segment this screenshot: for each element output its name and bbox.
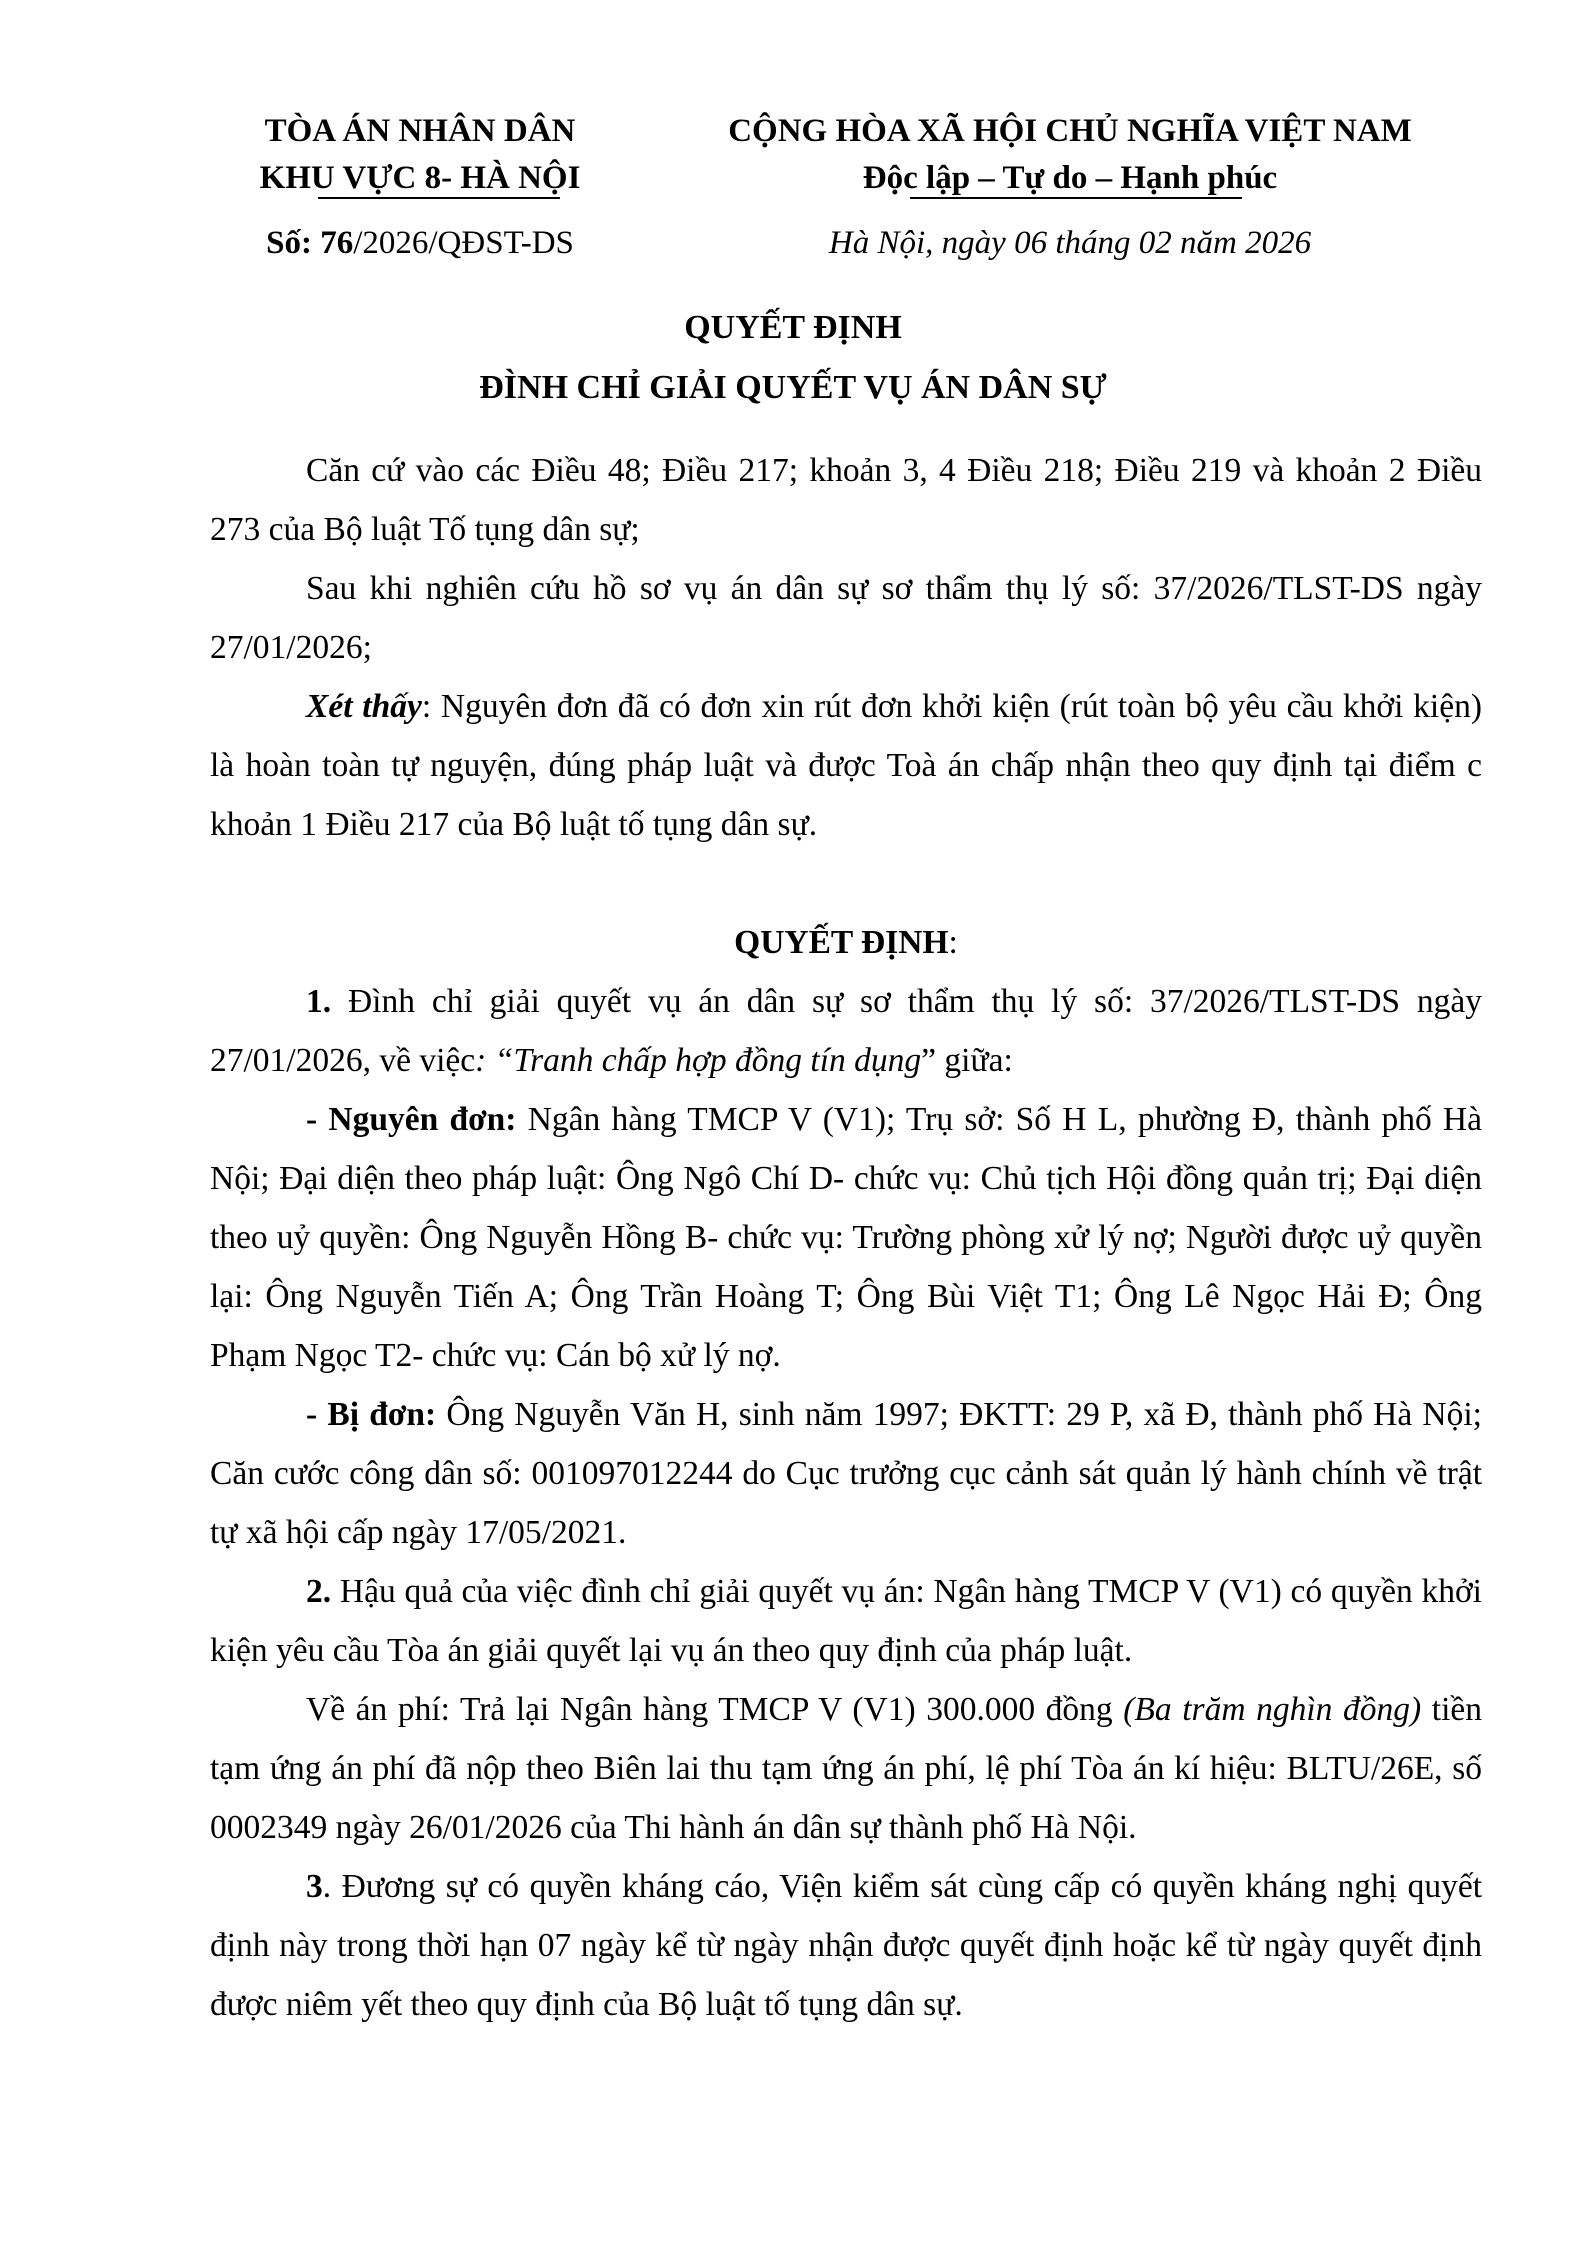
motto-underline — [910, 197, 1242, 199]
decision-heading: QUYẾT ĐỊNH: — [734, 924, 958, 961]
nation-name: CỘNG HÒA XÃ HỘI CHỦ NGHĨA VIỆT NAM — [728, 113, 1412, 149]
court-name-block — [180, 108, 660, 202]
decision-item-1: 1. Đình chỉ giải quyết vụ án dân sự sơ thẩm thụ lý số: 37/2026/TLST-DS ngày 27/01/2026, về việc: “Tranh chấp hợp đồng tín dụng” giữa: — [210, 983, 1482, 1079]
court-fee-paragraph: Về án phí: Trả lại Ngân hàng TMCP V (V1) 300.000 đồng (Ba trăm nghìn đồng) tiền tạm ứng án phí đã nộp theo Biên lai thu tạm ứng án phí, lệ phí Tòa án kí hiệu: BLTU/26E, số 0002349 ngày 26/01/2026 của Thi hành án dân sự thành phố Hà Nội. — [210, 1691, 1482, 1846]
defendant-paragraph: - Bị đơn: Ông Nguyễn Văn H, sinh năm 1997; ĐKTT: 29 P, xã Đ, thành phố Hà Nội; Căn cước công dân số: 001097012244 do Cục trưởng cục cảnh sát quản lý hành chính về trật tự xã hội cấp ngày 17/05/2021. — [210, 1396, 1482, 1551]
court-region: KHU VỰC 8- HÀ NỘI — [259, 160, 581, 196]
plaintiff-paragraph: - Nguyên đơn: Ngân hàng TMCP V (V1); Trụ sở: Số H L, phường Đ, thành phố Hà Nội; Đại diện theo pháp luật: Ông Ngô Chí D- chức vụ: Chủ tịch Hội đồng quản trị; Đại diện theo uỷ quyền: Ông Nguyễn Hồng B- chức vụ: Trường phòng xử lý nợ; Người được uỷ quyền lại: Ông Nguyễn Tiến A; Ông Trần Hoàng T; Ông Bùi Việt T1; Ông Lê Ngọc Hải Đ; Ông Phạm Ngọc T2- chức vụ: Cán bộ xử lý nợ. — [210, 1101, 1482, 1374]
decision-item-3: 3. Đương sự có quyền kháng cáo, Viện kiểm sát cùng cấp có quyền kháng nghị quyết định này trong thời hạn 07 ngày kể từ ngày nhận được quyết định hoặc kể từ ngày quyết định được niêm yết theo quy định của Bộ luật tố tụng dân sự. — [210, 1868, 1482, 2023]
court-name: TÒA ÁN NHÂN DÂN — [264, 113, 576, 149]
court-underline — [318, 197, 560, 199]
nation-motto: Độc lập – Tự do – Hạnh phúc — [862, 160, 1278, 196]
document-subtitle: ĐÌNH CHỈ GIẢI QUYẾT VỤ ÁN DÂN SỰ — [479, 369, 1107, 406]
place-date: Hà Nội, ngày 06 tháng 02 năm 2026 — [828, 225, 1312, 261]
grounds-paragraph-3: Xét thấy: Nguyên đơn đã có đơn xin rút đơn khởi kiện (rút toàn bộ yêu cầu khởi kiện) là hoàn toàn tự nguyện, đúng pháp luật và được Toà án chấp nhận theo quy định tại điểm c khoản 1 Điều 217 của Bộ luật tố tụng dân sự. — [210, 688, 1482, 843]
document-title: QUYẾT ĐỊNH — [684, 309, 902, 346]
national-motto-block — [640, 108, 1500, 202]
decision-item-2: 2. Hậu quả của việc đình chỉ giải quyết vụ án: Ngân hàng TMCP V (V1) có quyền khởi kiện yêu cầu Tòa án giải quyết lại vụ án theo quy định của pháp luật. — [210, 1573, 1482, 1669]
grounds-paragraph-1: Căn cứ vào các Điều 48; Điều 217; khoản 3, 4 Điều 218; Điều 219 và khoản 2 Điều 273 của Bộ luật Tố tụng dân sự; — [210, 452, 1482, 548]
grounds-paragraph-2: Sau khi nghiên cứu hồ sơ vụ án dân sự sơ thẩm thụ lý số: 37/2026/TLST-DS ngày 27/01/2026; — [210, 570, 1482, 666]
decision-number: Số: 76/2026/QĐST-DS — [266, 225, 574, 261]
document-body — [210, 441, 1482, 2034]
